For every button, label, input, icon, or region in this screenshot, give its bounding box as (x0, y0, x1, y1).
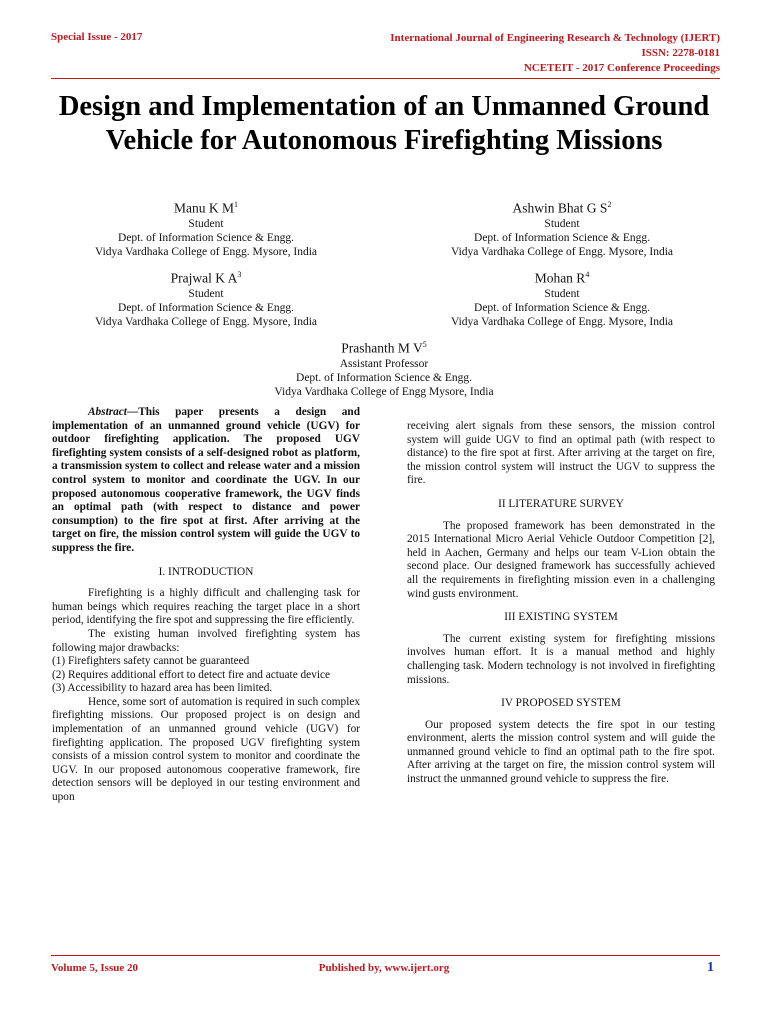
author-dept: Dept. of Information Science & Engg. (474, 231, 650, 244)
author-institution: Vidya Vardhaka College of Engg. Mysore, India (94, 245, 317, 258)
section-heading-literature-survey: II LITERATURE SURVEY (498, 497, 624, 510)
section-heading-existing-system: III EXISTING SYSTEM (504, 611, 618, 624)
literature-paragraph: The proposed framework has been demonstrated in the 2015 International Micro Aerial Vehicle Outdoor Competition [2], held in Aachen, Germany and helps our team V-Lion obtain the second place. Our designed framework has successfully achieved all the requirements in firefighting mission even in a challenging wind gusts environment. (407, 519, 715, 600)
section-heading-proposed-system: IV PROPOSED SYSTEM (501, 697, 621, 710)
abstract-text: —This paper presents a design and implementation of an unmanned ground vehicle (UGV) for outdoor firefighting application. The proposed UGV firefighting system consists of a self-designed robot as platform, a transmission system to collect and release water and a mission control system to monitor and coordinate the UGV. In our proposed autonomous cooperative framework, the UGV finds an optimal path (with respect to distance and power consumption) to the fire spot at first. After arriving at the target on fire, the mission control system will guide the UGV to suppress the fire. (52, 406, 360, 554)
author-name: Ashwin Bhat G $S^2$ (512, 200, 612, 216)
author-role: Assistant Professor (339, 357, 429, 370)
header-divider (51, 78, 720, 79)
author-institution: Vidya Vardhaka College of Engg. Mysore, India (94, 315, 317, 328)
special-issue-label: Special Issue - 2017 (51, 31, 143, 43)
page-number: 1 (707, 960, 714, 975)
footer-divider (51, 955, 720, 956)
author-role: Student (544, 287, 580, 300)
intro-paragraph-2: The existing human involved firefighting system has following major drawbacks: (52, 627, 360, 654)
intro-continuation: receiving alert signals from these sensors, the mission control system will guide UGV to find an optimal path (with respect to distance) to the fire spot at first. After arriving at the target on fire, the mission control system will instruct the UGV to suppress the fire. (407, 420, 715, 487)
author-name: Prashanth M $V^5$ (341, 340, 427, 356)
publisher-link[interactable]: Published by, www.ijert.org (318, 962, 450, 974)
author-role: Student (544, 217, 580, 230)
abstract-label: Abstract (88, 406, 127, 418)
journal-header (390, 31, 720, 76)
drawback-item: (1) Firefighters safety cannot be guaranteed (52, 655, 250, 668)
intro-paragraph-1: Firefighting is a highly difficult and challenging task for human beings which requires reaching the target place in a short period, identifying the fire spot and suppressing the fire efficiently. (52, 587, 360, 627)
issn: ISSN: 2278-0181 (641, 47, 720, 59)
section-heading-introduction: I. INTRODUCTION (158, 565, 254, 578)
drawback-item: (3) Accessibility to hazard area has been limited. (52, 682, 273, 695)
author-dept: Dept. of Information Science & Engg. (296, 371, 472, 384)
author-block-1 (56, 196, 356, 259)
proposed-system-paragraph: Our proposed system detects the fire spot in our testing environment, alerts the mission control system and will guide the unmanned ground vehicle to find an optimal path to the fire spot. After arriving at the target on fire, the mission control system will instruct the unmanned ground vehicle to suppress the fire. (407, 718, 715, 786)
paper-title: Design and Implementation of an Unmanned Ground Vehicle for Autonomous Firefighting Missions (58, 91, 710, 156)
author-block-5 (234, 336, 534, 399)
author-name: Manu K $M^1$ (174, 200, 238, 216)
author-block-4 (412, 266, 712, 329)
author-name: Mohan $R^4$ (534, 270, 590, 286)
author-dept: Dept. of Information Science & Engg. (118, 231, 294, 244)
author-dept: Dept. of Information Science & Engg. (474, 301, 650, 314)
author-dept: Dept. of Information Science & Engg. (118, 301, 294, 314)
author-role: Student (188, 287, 224, 300)
volume-issue: Volume 5, Issue 20 (51, 962, 138, 974)
author-block-3 (56, 266, 356, 329)
author-institution: Vidya Vardhaka College of Engg. Mysore, India (450, 315, 673, 328)
existing-system-paragraph: The current existing system for firefighting missions involves human effort. It is a manual method and highly challenging task. Modern technology is not involved in firefighting missions. (407, 632, 715, 686)
author-institution: Vidya Vardhaka College of Engg. Mysore, India (450, 245, 673, 258)
author-institution: Vidya Vardhaka College of Engg Mysore, India (274, 385, 494, 398)
right-column (407, 420, 715, 787)
conference-name: NCETEIT - 2017 Conference Proceedings (523, 62, 720, 74)
abstract (52, 406, 360, 556)
left-column (52, 406, 360, 805)
author-role: Student (188, 217, 224, 230)
author-name: Prajwal K $A^3$ (170, 270, 242, 286)
journal-name: International Journal of Engineering Research & Technology (IJERT) (390, 32, 720, 44)
drawback-item: (2) Requires additional effort to detect fire and actuate device (52, 668, 331, 681)
intro-paragraph-3: Hence, some sort of automation is required in such complex firefighting missions. Our proposed project is on design and implementation of an unmanned ground vehicle (UGV) for firefighting application. The proposed UGV firefighting system consists of a mission control system to monitor and coordinate the UGV. In our proposed autonomous cooperative framework, fire detection sensors will be deployed in our testing environment and upon (52, 695, 360, 804)
author-block-2 (412, 196, 712, 259)
